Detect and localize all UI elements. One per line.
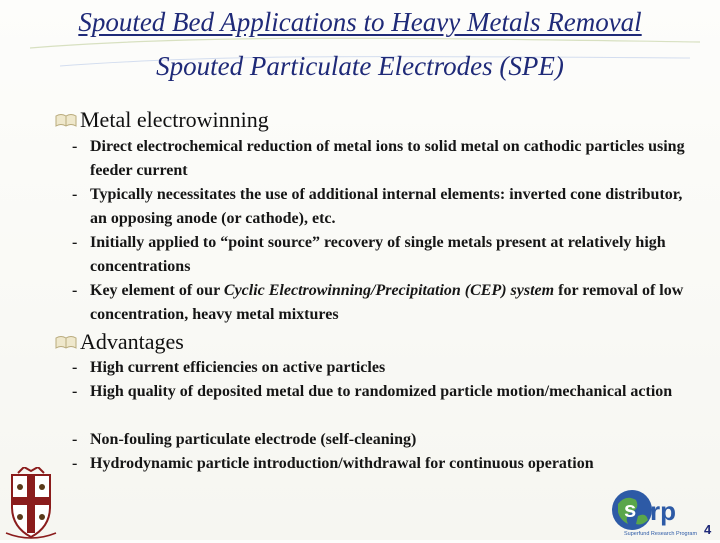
list-item-text: Direct electrochemical reduction of metal ions to solid metal on cathodic particles using feeder current xyxy=(90,138,685,179)
list-item xyxy=(72,135,702,183)
section-heading-advantages: Advantages xyxy=(80,329,184,354)
list-item-text: Non-fouling particulate electrode (self-cleaning) xyxy=(90,431,417,448)
list-item-text xyxy=(90,279,702,327)
srp-logo-text: rp xyxy=(650,496,676,526)
section-heading-electrowinning: Metal electrowinning xyxy=(80,107,269,132)
list-item-text-post: for removal of low concentration, heavy metal mixtures xyxy=(90,282,684,323)
list-item xyxy=(72,279,702,327)
open-book-icon xyxy=(55,334,77,350)
page-number: 4 xyxy=(704,522,712,537)
list-dash: - xyxy=(72,455,78,472)
list-item-text: Typically necessitates the use of additional internal elements: inverted cone distributor, an opposing anode (or cathode), etc. xyxy=(90,186,683,227)
list-item-text: Initially applied to “point source” recovery of single metals present at relatively high concentrations xyxy=(90,234,666,275)
list-dash: - xyxy=(72,186,78,203)
list-dash: - xyxy=(72,359,78,376)
list-item xyxy=(72,231,702,279)
list-dash: - xyxy=(72,383,78,400)
slide-title: Spouted Bed Applications to Heavy Metals Removal xyxy=(78,7,642,37)
list-item xyxy=(72,183,702,231)
list-item xyxy=(72,428,702,452)
list-dash: - xyxy=(72,282,78,299)
svg-text:s: s xyxy=(624,497,637,522)
list-dash: - xyxy=(72,234,78,251)
list-dash: - xyxy=(72,138,78,155)
university-crest-logo xyxy=(0,467,62,540)
list-item-text: High quality of deposited metal due to randomized particle motion/mechanical action xyxy=(90,383,673,400)
list-item xyxy=(72,452,702,476)
cep-system-name: Cyclic Electrowinning/Precipitation (CEP) system xyxy=(223,282,555,299)
list-item-text: High current efficiencies on active particles xyxy=(90,359,386,376)
srp-globe-icon xyxy=(610,486,700,538)
slide-subtitle: Spouted Particulate Electrodes (SPE) xyxy=(156,51,564,81)
list-item-text: Hydrodynamic particle introduction/withdrawal for continuous operation xyxy=(90,455,594,472)
list-dash: - xyxy=(72,431,78,448)
list-item xyxy=(72,380,702,404)
open-book-icon xyxy=(55,112,77,128)
list-item-text-pre: Key element of our xyxy=(90,282,224,299)
srp-logo xyxy=(610,486,700,538)
list-item xyxy=(72,356,702,380)
srp-logo-subtext: Superfund Research Program xyxy=(624,531,698,537)
